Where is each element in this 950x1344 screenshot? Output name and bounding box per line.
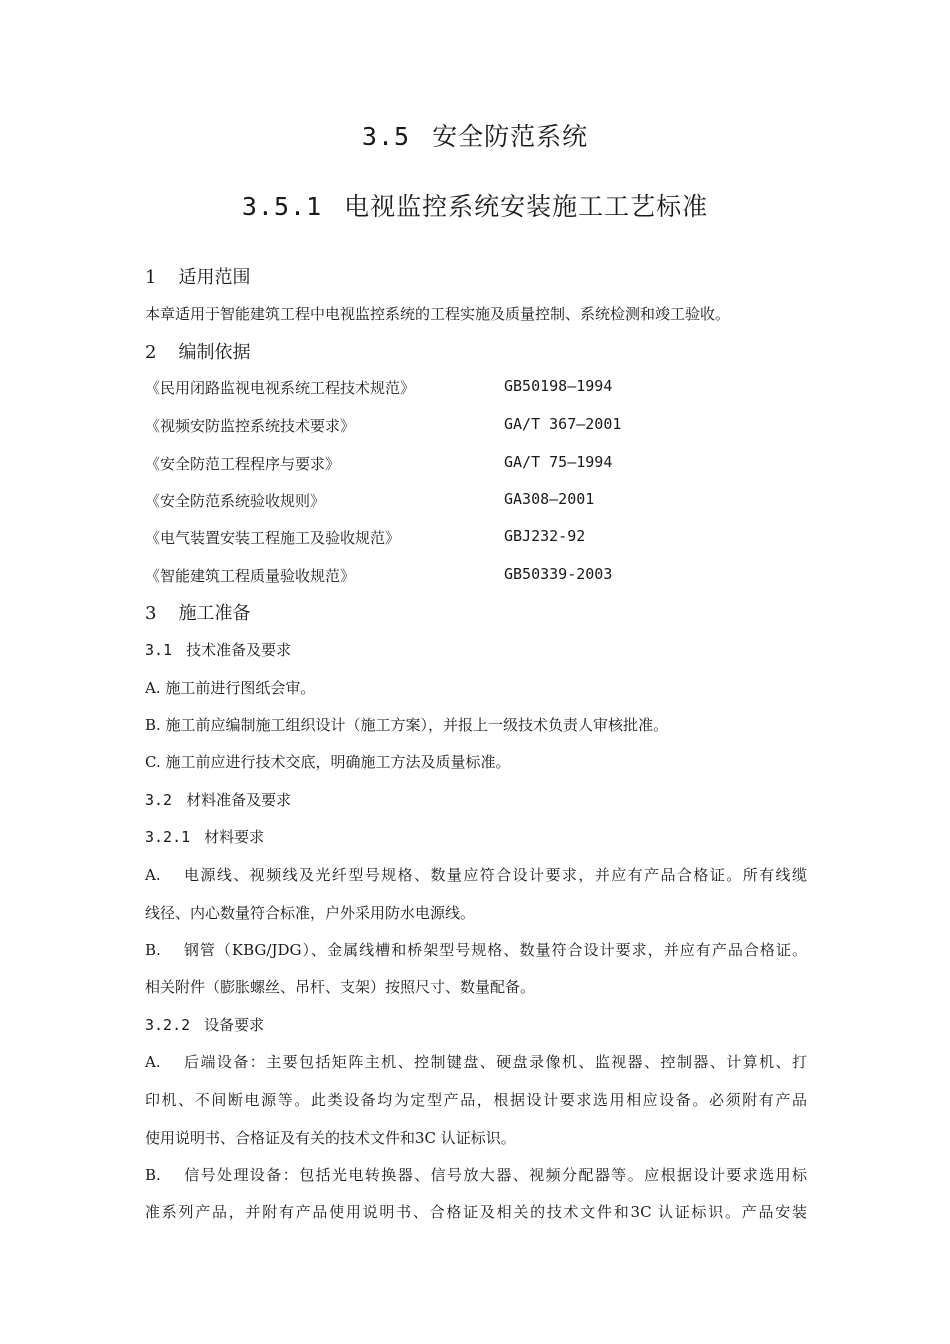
ref-code: GA308—2001 bbox=[504, 490, 595, 508]
ref-code: GB50339-2003 bbox=[504, 565, 613, 583]
heading-material-req: 3.2.1 材料要求 bbox=[145, 828, 265, 846]
ref-code: GBJ232-92 bbox=[504, 527, 586, 545]
ref-name: 《安全防范系统验收规则》 bbox=[145, 492, 326, 510]
ref-code: GA/T 75—1994 bbox=[504, 453, 613, 471]
paragraph-line: B. 钢管（KBG/JDG）、金属线槽和桥架型号规格、数量符合设计要求，并应有产品合格证。 bbox=[145, 941, 807, 959]
ref-name: 《智能建筑工程质量验收规范》 bbox=[145, 567, 356, 585]
paragraph-line: A. 电源线、视频线及光纤型号规格、数量应符合设计要求，并应有产品合格证。所有线缆 bbox=[145, 866, 807, 884]
paragraph-line: 线径、内心数量符合标准，户外采用防水电源线。 bbox=[145, 904, 476, 922]
list-item: C. 施工前应进行技术交底，明确施工方法及质量标准。 bbox=[145, 753, 511, 771]
ref-code: GB50198—1994 bbox=[504, 377, 613, 395]
ref-name: 《视频安防监控系统技术要求》 bbox=[145, 417, 356, 435]
ref-name: 《电气装置安装工程施工及验收规范》 bbox=[145, 529, 401, 547]
heading-tech-prep: 3.1 技术准备及要求 bbox=[145, 641, 292, 659]
heading-scope: 1 适用范围 bbox=[145, 267, 251, 288]
paragraph-line: 相关附件（膨胀螺丝、吊杆、支架）按照尺寸、数量配备。 bbox=[145, 978, 536, 996]
heading-equipment-req: 3.2.2 设备要求 bbox=[145, 1016, 265, 1034]
ref-name: 《民用闭路监视电视系统工程技术规范》 bbox=[145, 379, 416, 397]
scope-paragraph: 本章适用于智能建筑工程中电视监控系统的工程实施及质量控制、系统检测和竣工验收。 bbox=[145, 305, 731, 323]
list-item: B. 施工前应编制施工组织设计（施工方案），并报上一级技术负责人审核批准。 bbox=[145, 716, 669, 734]
heading-material-prep: 3.2 材料准备及要求 bbox=[145, 791, 292, 809]
section-heading bbox=[0, 117, 950, 153]
paragraph-line: 印机、不间断电源等。此类设备均为定型产品，根据设计要求选用相应设备。必须附有产品 bbox=[145, 1091, 807, 1109]
paragraph-line: 使用说明书、合格证及有关的技术文件和3C 认证标识。 bbox=[145, 1129, 516, 1147]
paragraph-line: B. 信号处理设备：包括光电转换器、信号放大器、视频分配器等。应根据设计要求选用标 bbox=[145, 1166, 807, 1184]
heading-preparation: 3 施工准备 bbox=[145, 603, 251, 624]
subsection-heading bbox=[0, 187, 950, 223]
ref-name: 《安全防范工程程序与要求》 bbox=[145, 455, 341, 473]
section-heading-title: 安全防范系统 bbox=[432, 122, 589, 151]
subsection-heading-title: 电视监控系统安装施工工艺标准 bbox=[344, 192, 709, 221]
list-item: A. 施工前进行图纸会审。 bbox=[145, 679, 316, 697]
paragraph-line: A. 后端设备：主要包括矩阵主机、控制键盘、硬盘录像机、监视器、控制器、计算机、打 bbox=[145, 1053, 807, 1071]
subsection-heading-number: 3.5.1 bbox=[241, 192, 323, 221]
heading-basis: 2 编制依据 bbox=[145, 342, 251, 363]
ref-code: GA/T 367—2001 bbox=[504, 415, 622, 433]
section-heading-number: 3.5 bbox=[361, 122, 411, 151]
paragraph-line: 准系列产品，并附有产品使用说明书、合格证及相关的技术文件和3C 认证标识。产品安装 bbox=[145, 1203, 807, 1221]
